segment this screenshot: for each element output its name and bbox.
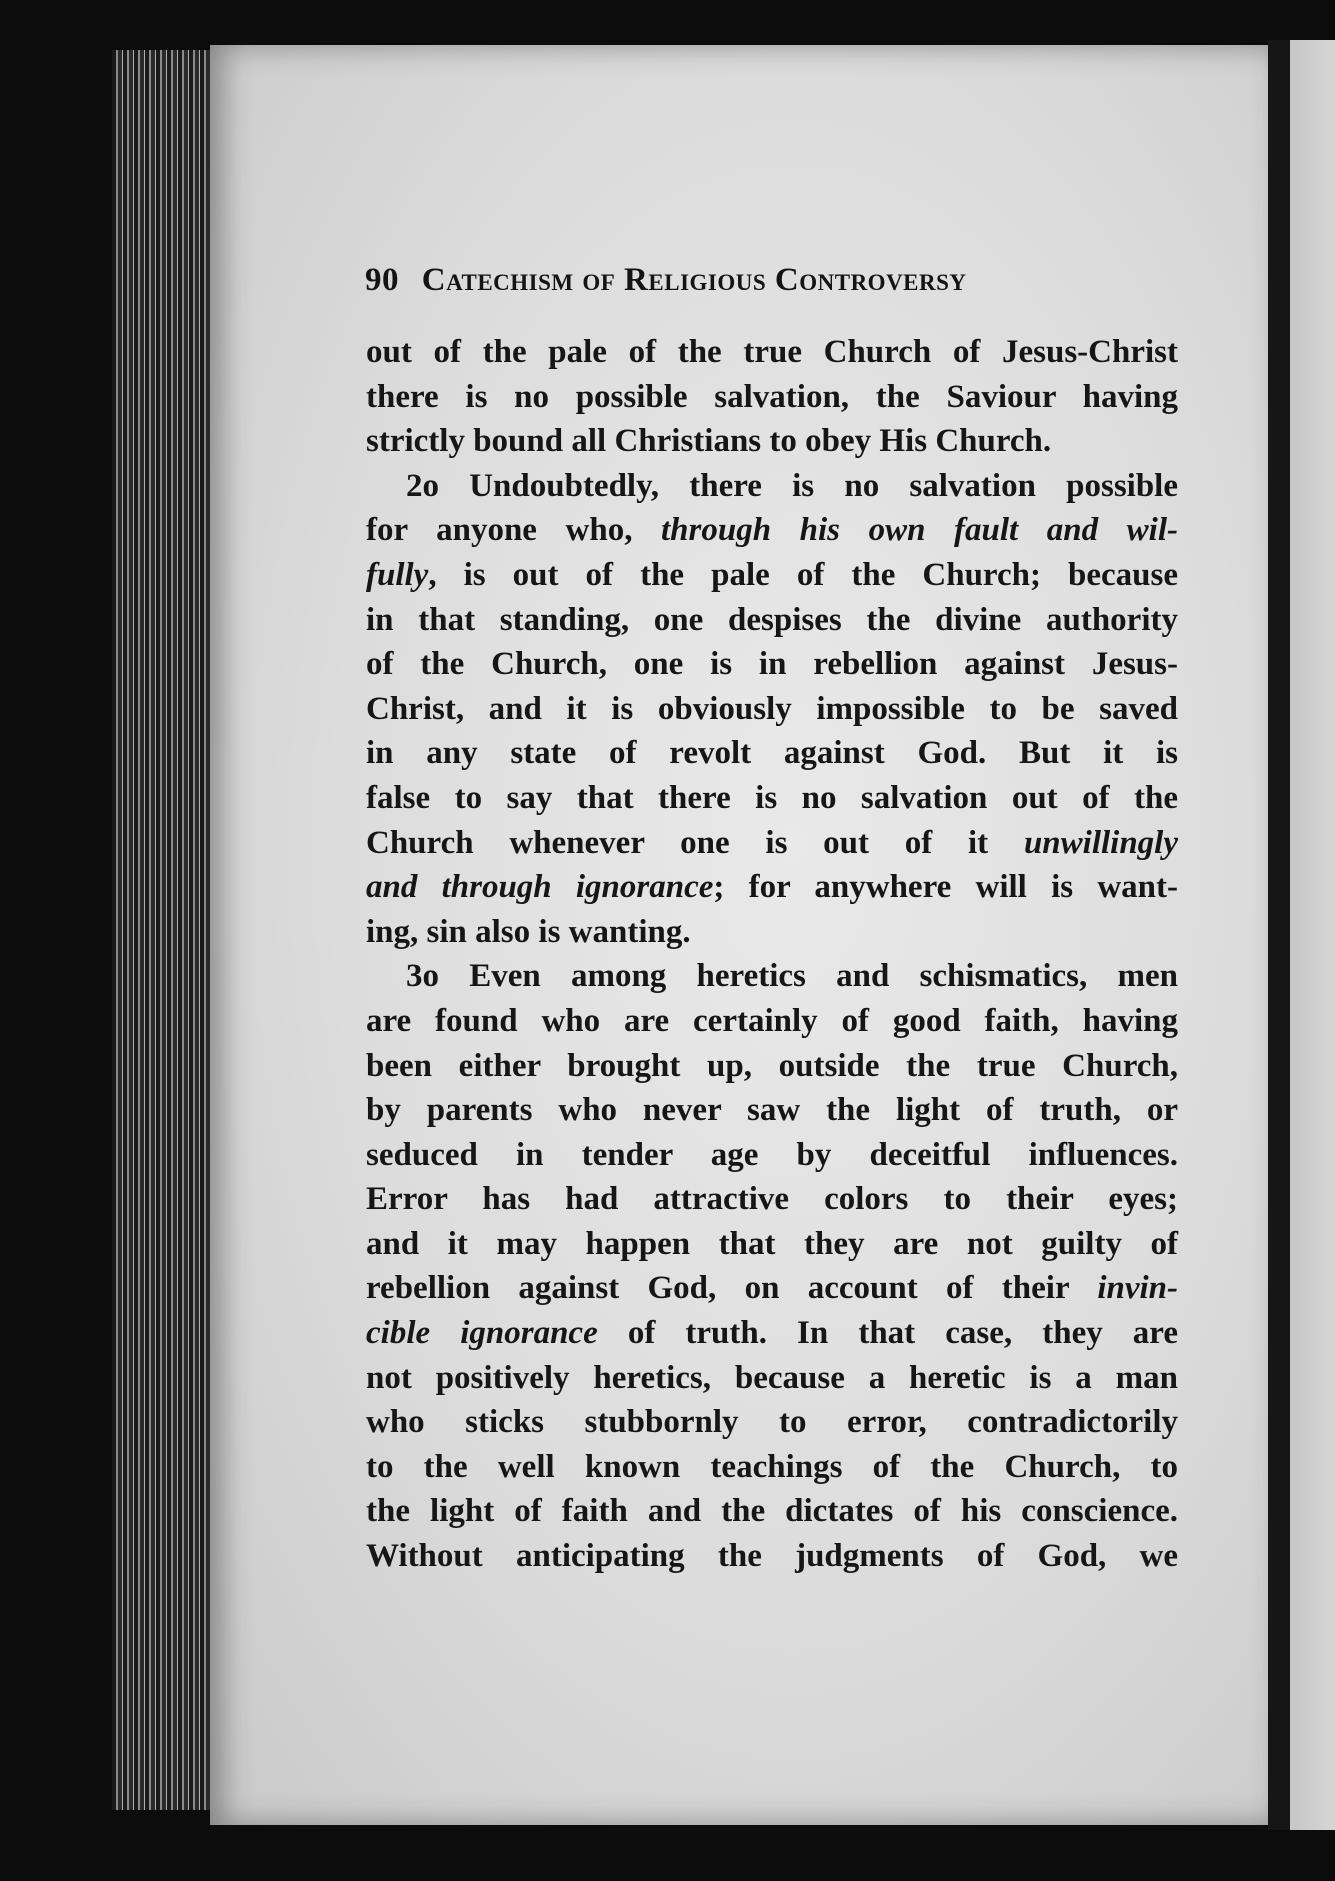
text-line: the light of faith and the dictates of his conscience. (366, 1493, 1178, 1530)
text-line: out of the pale of the true Church of Jesus-Christ (366, 334, 1178, 370)
text-line: strictly bound all Christians to obey His Church. (366, 423, 1052, 460)
running-title: Catechism of Religious Controversy (421, 262, 967, 298)
text-line: and through ignorance; for anywhere will is want- (366, 869, 1178, 906)
text-line: seduced in tender age by deceitful influences. (366, 1136, 1178, 1173)
text-line: 3o Even among heretics and schismatics, men (406, 958, 1178, 995)
text-line: 2o Undoubtedly, there is no salvation possible (406, 467, 1178, 504)
text-line: for anyone who, through his own fault and wil- (366, 512, 1178, 549)
text-line: there is no possible salvation, the Saviour having (366, 378, 1178, 415)
text-line: are found who are certainly of good faith, having (366, 1002, 1178, 1039)
text-line: rebellion against God, on account of their invin- (366, 1270, 1178, 1307)
body-text (366, 330, 1178, 1579)
text-line: ing, sin also is wanting. (366, 913, 691, 950)
text-line: Christ, and it is obviously impossible to be saved (366, 690, 1178, 727)
running-header (365, 262, 1125, 299)
page-number: 90 (365, 262, 399, 298)
text-line: Without anticipating the judgments of God, we (366, 1538, 1178, 1575)
text-line: by parents who never saw the light of truth, or (366, 1092, 1178, 1129)
text-line: false to say that there is no salvation out of the (366, 779, 1178, 816)
text-line: fully, is out of the pale of the Church; because (366, 556, 1178, 593)
text-line: of the Church, one is in rebellion against Jesus- (366, 646, 1178, 683)
page-edges (112, 50, 222, 1810)
facing-page-edge (1290, 40, 1335, 1830)
text-line: who sticks stubbornly to error, contradictorily (366, 1404, 1178, 1441)
text-line: in any state of revolt against God. But it is (366, 735, 1178, 772)
text-line: been either brought up, outside the true Church, (366, 1047, 1178, 1084)
gutter (1268, 40, 1290, 1830)
text-line: and it may happen that they are not guilty of (366, 1225, 1178, 1262)
text-line: Church whenever one is out of it unwillingly (366, 824, 1178, 861)
text-line: to the well known teachings of the Church, to (366, 1448, 1178, 1485)
text-line: not positively heretics, because a heretic is a man (366, 1359, 1178, 1396)
text-line: Error has had attractive colors to their eyes; (366, 1181, 1178, 1218)
text-line: in that standing, one despises the divine authority (366, 601, 1178, 638)
text-line: cible ignorance of truth. In that case, they are (366, 1315, 1178, 1352)
